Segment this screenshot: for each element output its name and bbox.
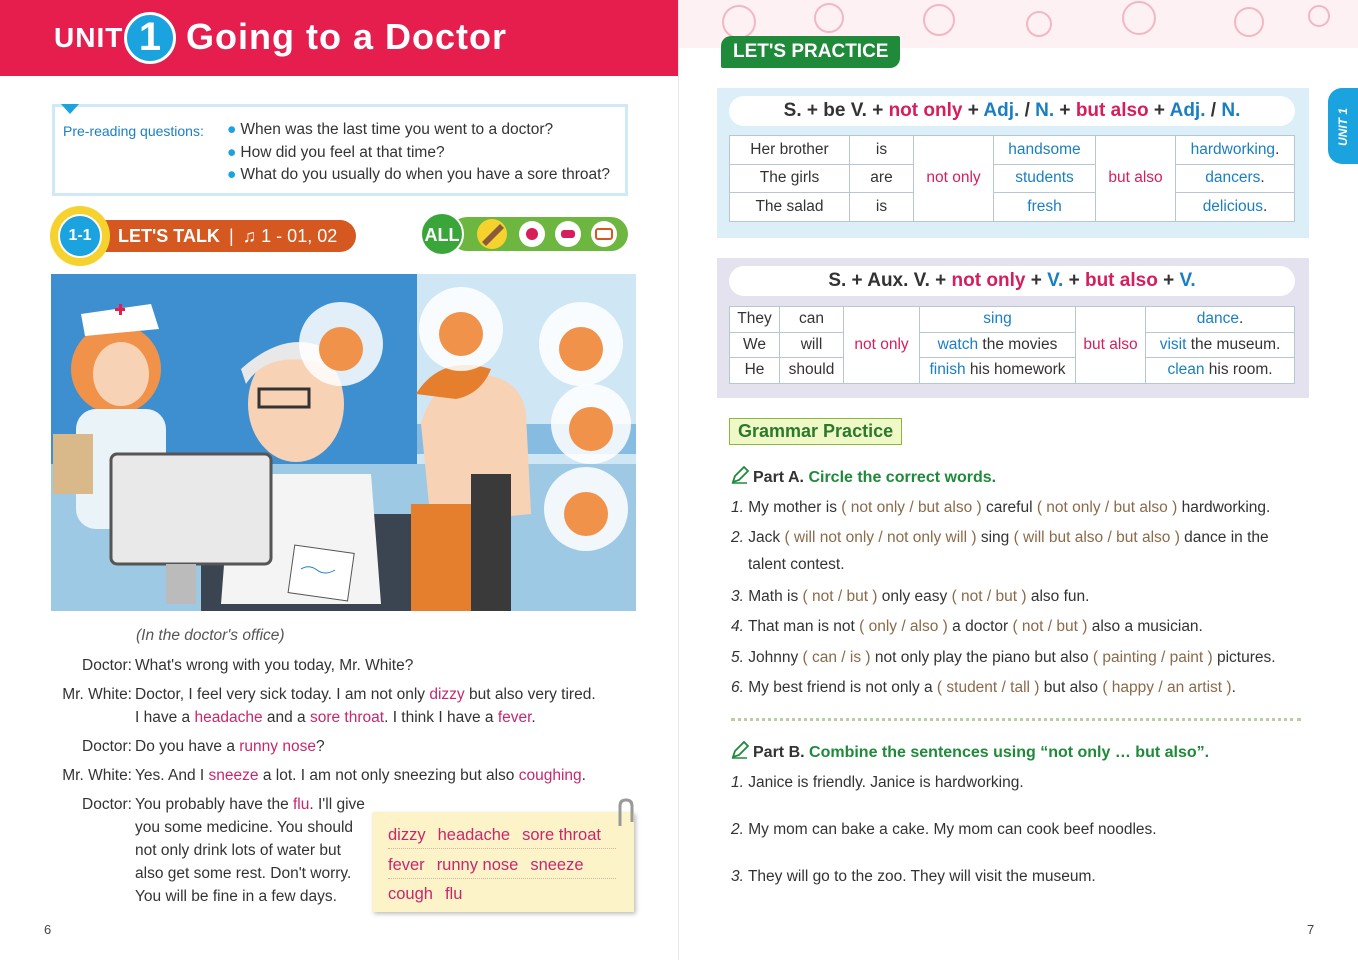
scene-direction: (In the doctor's office): [136, 627, 285, 644]
choice-options[interactable]: ( will not only / not only will ): [784, 529, 977, 546]
paperclip-icon: [612, 798, 638, 828]
part-b-item: 2. My mom can bake a cake. My mom can cook beef noodles.: [731, 821, 1157, 838]
unit-title: Going to a Doctor: [186, 16, 507, 57]
vocab-row: cough flu: [388, 885, 463, 903]
grammar-formula: S. + Aux. V. + not only + V. + but also + V.: [729, 266, 1295, 296]
vocab-word: flu: [293, 796, 310, 813]
prereading-label: Pre-reading questions:: [63, 123, 204, 139]
part-a-item: 1. My mother is ( not only / but also ) careful ( not only / but also ) hardworking.: [731, 499, 1271, 516]
table-row: They can not only sing but also dance.: [730, 307, 1295, 333]
unit-label: UNIT: [54, 22, 124, 53]
line-text: What's wrong with you today, Mr. White?: [135, 657, 414, 674]
all-label: ALL: [424, 225, 460, 245]
choice-options[interactable]: ( will but also / but also ): [1013, 529, 1180, 546]
banner-wavy-edge: [0, 64, 678, 84]
line-text: You probably have the flu. I'll give you some medicine. You should not only drink lots of water but also get some rest. Don't worry. You will be fine in a few days.: [135, 796, 365, 905]
line-text: Yes. And I sneeze a lot. I am not only sneezing but also coughing.: [135, 767, 586, 784]
dialogue-line: [50, 683, 650, 731]
section-badge: [50, 206, 110, 266]
table-row: The girls are students dancers.: [730, 164, 1295, 193]
prereading-box: [52, 104, 628, 196]
part-a-item: 2. Jack ( will not only / not only will ) sing ( will but also / but also ) dance in the talent contest.: [731, 529, 1269, 573]
vocabulary-note: [372, 812, 634, 912]
vocab-word: dizzy: [429, 686, 465, 703]
part-a-item: 3. Math is ( not / but ) only easy ( not / but ) also fun.: [731, 588, 1090, 605]
choice-options[interactable]: ( student / tall ): [936, 679, 1040, 696]
grammar-table: [729, 135, 1295, 222]
part-b-item: 3. They will go to the zoo. They will visit the museum.: [731, 868, 1096, 885]
part-a-item: 6. My best friend is not only a ( student / tall ) but also ( happy / an artist ).: [731, 679, 1236, 696]
choice-options[interactable]: ( not only / but also ): [1036, 499, 1178, 516]
vocab-word: sore throat: [309, 709, 385, 726]
unit-number: 1: [124, 12, 176, 64]
part-a-item: 4. That man is not ( only / also ) a doctor ( not / but ) also a musician.: [731, 618, 1203, 635]
table-row: We will watch the movies visit the museum.: [730, 332, 1295, 358]
right-page: [678, 0, 1358, 960]
vocab-word: sneeze: [208, 767, 259, 784]
choice-options[interactable]: ( happy / an artist ): [1102, 679, 1232, 696]
prereading-marker: [61, 104, 79, 114]
lets-practice-tag: LET'S PRACTICE: [721, 36, 900, 68]
line-text: Doctor, I feel very sick today. I am not only dizzy but also very tired. I have a headache and a sore throat. I think I have a fever.: [135, 686, 596, 726]
part-b-heading: Part B. Combine the sentences using “not only … but also”.: [731, 741, 1209, 762]
choice-options[interactable]: ( not only / but also ): [841, 499, 982, 516]
choice-options[interactable]: ( not / but ): [1012, 618, 1088, 635]
pencil-icon: [731, 741, 749, 759]
dialogue-line: [50, 793, 380, 913]
part-a-item: 5. Johnny ( can / is ) not only play the piano but also ( painting / paint ) pictures.: [731, 649, 1276, 666]
vocab-row: fever runny nose sneeze: [388, 856, 616, 879]
grammar-practice-tag: Grammar Practice: [729, 418, 902, 445]
vocab-row: dizzy headache sore throat: [388, 826, 616, 849]
part-a-heading: Part A. Circle the correct words.: [731, 466, 996, 487]
table-row: Her brother is not only handsome but also hardworking.: [730, 136, 1295, 165]
compare-icon[interactable]: [591, 221, 617, 247]
vocab-word: coughing: [518, 767, 582, 784]
speaker: Doctor:: [82, 738, 132, 755]
vocab-word: fever: [497, 709, 532, 726]
speaker: Mr. White:: [62, 686, 132, 703]
lets-talk-header: LET'S TALK | ♫ 1 - 01, 02: [98, 220, 356, 252]
doctor-visit-illustration: [51, 274, 636, 611]
audio-track: 1 - 01, 02: [261, 226, 338, 246]
speaker: Doctor:: [82, 657, 132, 674]
table-row: He should finish his homework clean his room.: [730, 358, 1295, 384]
choice-options[interactable]: ( can / is ): [802, 649, 871, 666]
choice-options[interactable]: ( not / but ): [951, 588, 1027, 605]
prereading-question: ● How did you feel at that time?: [227, 143, 445, 161]
vocab-word: runny nose: [239, 738, 316, 755]
prereading-question: ● What do you usually do when you have a sore throat?: [227, 166, 611, 183]
speaker: Mr. White:: [62, 767, 132, 784]
prereading-question: ● When was the last time you went to a doctor?: [227, 121, 554, 138]
part-b-item: 1. Janice is friendly. Janice is hardworking.: [731, 774, 1024, 791]
choice-options[interactable]: ( only / also ): [859, 618, 948, 635]
audio-controls: [420, 214, 628, 258]
unit-side-tab: UNIT 1: [1328, 88, 1358, 164]
grammar-box-aux-verb: [717, 258, 1309, 398]
left-page: [0, 0, 678, 960]
vocab-word: headache: [194, 709, 263, 726]
prereading-questions: [227, 119, 610, 187]
choice-options[interactable]: ( not / but ): [802, 588, 878, 605]
page-number: 7: [1307, 922, 1315, 937]
section-divider: [731, 718, 1301, 721]
speaker: Doctor:: [82, 796, 132, 813]
headphones-icon: ♫: [242, 226, 257, 246]
lets-talk-label: LET'S TALK: [118, 226, 220, 246]
grammar-formula: S. + be V. + not only + Adj. / N. + but also + Adj. / N.: [729, 96, 1295, 126]
grammar-table: [729, 306, 1295, 384]
grammar-box-be-verb: [717, 88, 1309, 238]
table-row: The salad is fresh delicious.: [730, 193, 1295, 222]
pencil-icon: [731, 466, 749, 484]
section-number: 1-1: [58, 214, 102, 258]
choice-options[interactable]: ( painting / paint ): [1092, 649, 1213, 666]
page-number: 6: [44, 922, 52, 937]
line-text: Do you have a runny nose?: [135, 738, 325, 755]
